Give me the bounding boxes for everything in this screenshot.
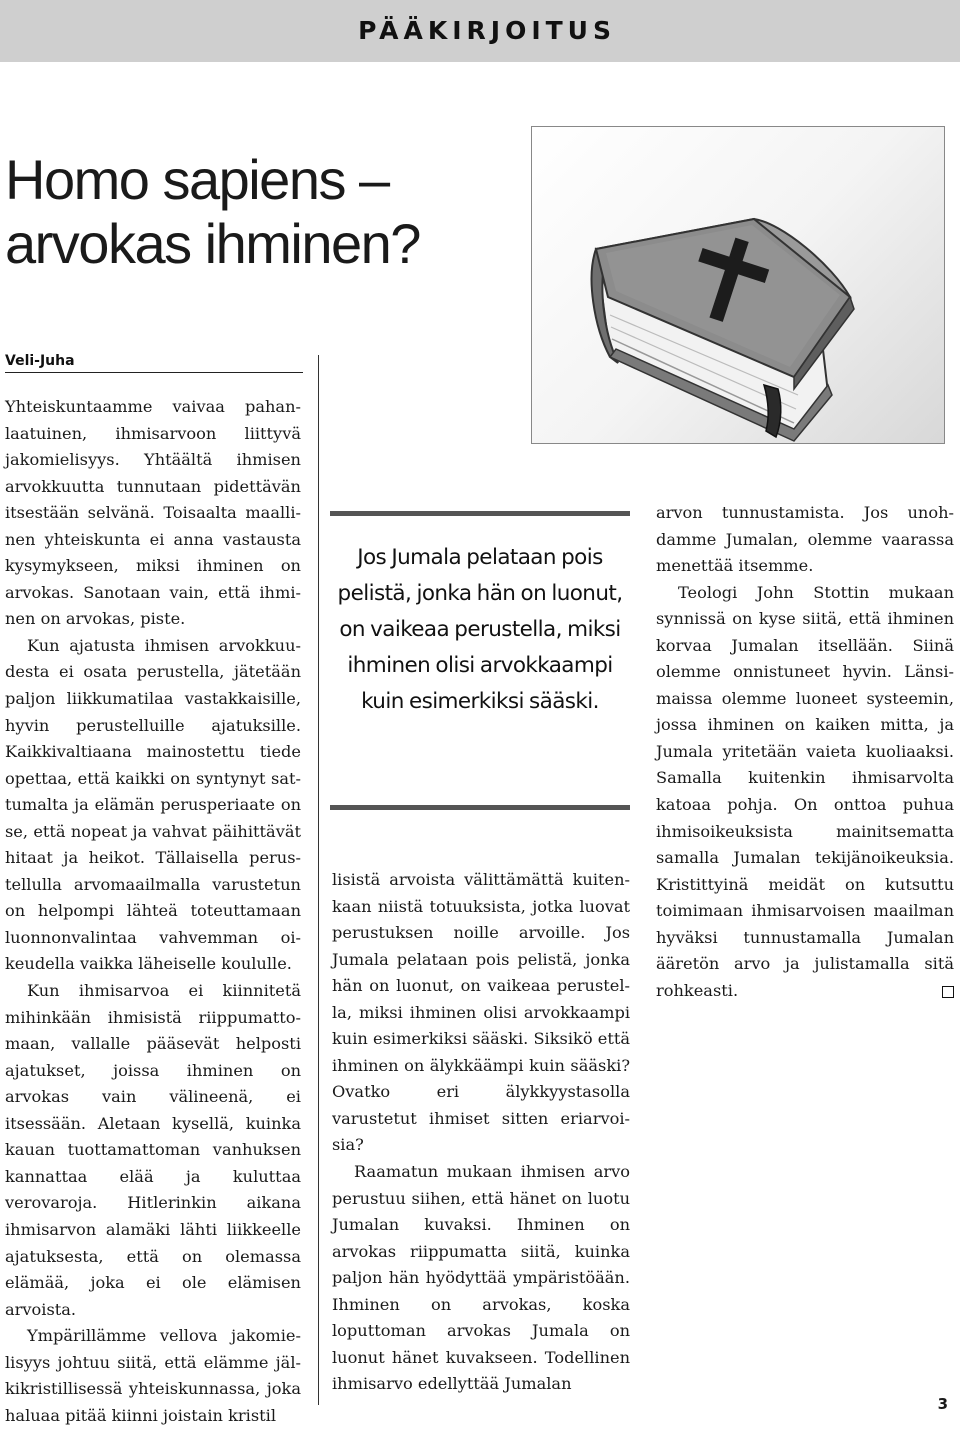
section-header [0, 0, 960, 62]
headline-line-2: arvokas ihminen? [5, 212, 420, 275]
paragraph: Kun ihmisarvoa ei kiinnitetä mihinkään ihmisistä riippumattomaan, vallalle pääsevät helposti ajatukset, joissa ihminen on arvokas vain välineenä, ei itsessään. Aletaan kysellä, kuinka kauan tuottamattoman vanhuksen kannattaa elää ja kuluttaa verovaroja. Hitlerinkin aikana ihmisarvon alamäki lähti liikkeelle ajatuksesta, että on olemassa elämää, joka ei ole elämisen arvoista. [5, 981, 301, 1319]
article-headline [5, 148, 505, 276]
author-byline: Veli-Juha [5, 353, 75, 369]
author-rule [5, 372, 303, 373]
pull-quote: Jos Jumala pelataan pois pelistä, jonka hän on luonut, on vaikeaa perustella, miksi ihminen olisi arvokkaampi kuin esimerkiksi sääski. [337, 545, 623, 714]
headline-line-1: Homo sapiens – [5, 148, 389, 211]
paragraph: lisistä arvoista välittämättä kuitenkaan niistä totuuksista, jotka luovat perustuksen noille arvoille. Jos Jumala pelataan pois pelistä, jonka hän on luonut, on vaikeaa perustella, miksi ihminen olisi arvokkaampi kuin esimerkiksi sääski. Siksikö että ihminen on älykkäämpi kuin sääski? Ovatko eri älykkyystasolla varustetut ihmiset sitten eriarvoisia? [332, 870, 630, 1155]
paragraph: arvon tunnustamista. Jos unohdamme Jumalan, olemme vaarassa menettää itsemme. [656, 503, 954, 576]
paragraph: Kun ajatusta ihmisen arvokkuudesta ei osata perustella, jätetään paljon liikkumatilaa vastakkaisille, hyvin perustelluille ajatuksille. Kaikkivaltiaana mainostettu tiede opettaa, että kaikki on syntynyt sattumalta ja elämän perusperiaate on se, että nopeat ja vahvat päihittävät hitaat ja heikot. Tällaisella perustellulla arvomaailmalla varustetun on helpompi lähteä toteuttamaan luonnonvalintaa vahvemman oikeudella vaikka läheiselle koululle. [5, 635, 301, 974]
page-number: 3 [937, 1395, 948, 1413]
paragraph-text: Teologi John Stottin mukaan synnissä on kyse siitä, että ihminen korvaa Jumalan itsellään. Siinä olemme onnistuneet hyvin. Länsimaissa olemme luoneet systeemin, jossa ihminen on kaiken mitta, ja Jumala yritetään vaieta kuoliaaksi. Samalla kuitenkin ihmisarvolta katoaa pohja. On onttoa puhua ihmisoikeuksista mainitsematta samalla Jumalan tekijänoikeuksia. Kristittyinä meidät on kutsuttu toimimaan ihmisarvoisen maailman hyväksi tunnustamalla Jumalan ääretön arvo ja julistamalla sitä rohkeasti. [656, 582, 954, 1000]
article-column-3 [656, 500, 954, 1004]
pull-quote-bottom-rule [330, 805, 630, 810]
paragraph: Yhteiskuntaamme vaivaa pahanlaatuinen, ihmisarvoon liittyvä jakomielisyys. Yhtäältä ihmisen arvokkuutta tunnutaan pidettävän itsestään selvänä. Toisaalta maallinen yhteiskunta ei anna vastausta kysymykseen, miksi ihminen on arvokas. Sanotaan vain, että ihminen on arvokas, piste. [5, 397, 301, 629]
paragraph: Ympärillämme vellova jakomielisyys johtuu siitä, että elämme jälkikristillisessä yhteiskunnassa, joka haluaa pitää kiinni joistain kristil [5, 1326, 301, 1425]
section-label: PÄÄKIRJOITUS [358, 16, 616, 45]
column-divider [318, 355, 319, 1405]
end-of-article-icon [942, 986, 954, 998]
paragraph [656, 580, 954, 1005]
bible-illustration [531, 126, 945, 444]
article-column-1 [5, 394, 301, 1429]
pull-quote-top-rule [330, 511, 630, 516]
paragraph: Raamatun mukaan ihmisen arvo perustuu siihen, että hänet on luotu Jumalan kuvaksi. Ihminen on arvokas riippumatta siitä, kuinka paljon hän hyödyttää ympäristöään. Ihminen on arvokas, koska loputtoman arvokas Jumala on luonut hänet kuvakseen. Todellinen ihmisarvo edellyttää Jumalan [332, 1162, 630, 1394]
bible-with-cross-icon [532, 127, 944, 443]
article-column-2 [332, 867, 630, 1398]
